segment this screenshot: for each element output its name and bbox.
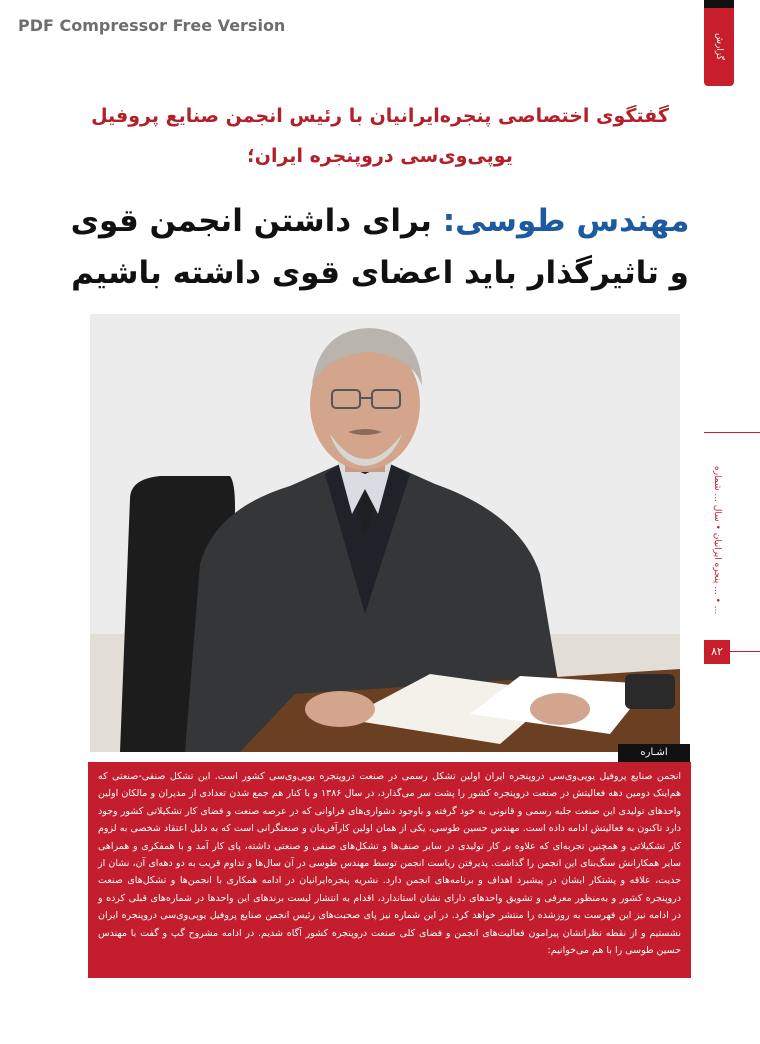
page-number-rule <box>730 651 760 652</box>
headline-name: مهندس طوسی: <box>442 203 690 239</box>
headline <box>60 195 700 299</box>
watermark: PDF Compressor Free Version <box>18 16 286 35</box>
abstract-text: انجمن صنایع پروفیل یوپی‌وی‌سی دروپنجره ایران اولین تشکل رسمی در صنعت دروپنجره یوپی‌وی‌سی کشور است. این تشکل صنفی-صنعتی که هم‌اینک دومین دهه فعالیتش در صنعت دروپنجره کشور را پشت سر می‌گذارد، در سال ۱۳۸۶ و با کنار هم جمع شدن تعدادی از مدیران و مالکان اولین واحدهای تولیدی این صنعت جلبه رسمی و قانونی به خود گرفته و باوجود دشواری‌های فراوانی که در عرصه صنعت و فضای کار تشکیلاتی کشور وجود دارد تاکنون به فعالیتش ادامه داده است. مهندس حسین طوسی، یکی از همان اولین کارآفرینان و صنعتگرانی است که به دلیل اعتقاد شخصی به لزوم کار تشکیلاتی و همچنین تجربه‌ای که علاوه بر کار تولیدی در سایر صنف‌ها و تشکل‌های صنفی و صنعتی داشته، پای کار آمد و با همفکری و همراهی سایر همکارانش سنگ‌بنای این انجمن را گذاشت. پذیرفتن ریاست انجمن توسط مهندس طوسی در آن سال‌ها و تداوم قریب به دو دهه‌ای آن، نشان از جدیت، علاقه و پشتکار ایشان در پیشبرد اهداف و برنامه‌های انجمن دارد. نشریه پنجره‌ایرانیان در ادامه همکاری با انجمن‌ها و تشکل‌های صنعت دروپنجره کشور و به‌منظور معرفی و تشویق واحدهای دارای نشان استاندارد، اقدام به انتشار لیست برندهای این واحدها در شماره‌های قبلی کرده و در ادامه نیز این فهرست به روزشده را منتشر خواهد کرد. در این شماره نیز پای صحبت‌های رئیس انجمن صنایع پروفیل یوپی‌وی‌سی دروپنجره ایران نشستیم و از نقطه نظراتشان پیرامون فعالیت‌های انجمن و فضای کلی صنعت دروپنجره کشور آگاه شدیم. در ادامه مشروح گپ و گفت با مهندس حسین طوسی را با هم می‌خوانیم: <box>98 771 681 957</box>
portrait-photo <box>90 314 680 752</box>
abstract-box <box>88 762 691 978</box>
section-tab <box>704 0 734 86</box>
kicker-title: گفتگوی اختصاصی پنجره‌ایرانیان با رئیس انجمن صنایع پروفیل یوپی‌وی‌سی دروپنجره ایران؛ <box>91 105 669 167</box>
issue-info: پنجره ایرانیان • سال ... شماره ... • ... <box>712 465 722 615</box>
section-tab-label: گزارش <box>714 33 724 61</box>
page-number <box>704 640 760 664</box>
page-number-badge: ۸۲ <box>704 640 730 664</box>
section-tab-top-bar <box>704 0 734 8</box>
headline-rest: برای داشتن انجمن قوی و تاثیرگذار باید اعضای قوی داشته باشیم <box>70 203 689 291</box>
portrait-illustration <box>90 314 680 752</box>
abstract-label: اشـاره <box>618 744 690 762</box>
issue-divider <box>704 432 760 433</box>
